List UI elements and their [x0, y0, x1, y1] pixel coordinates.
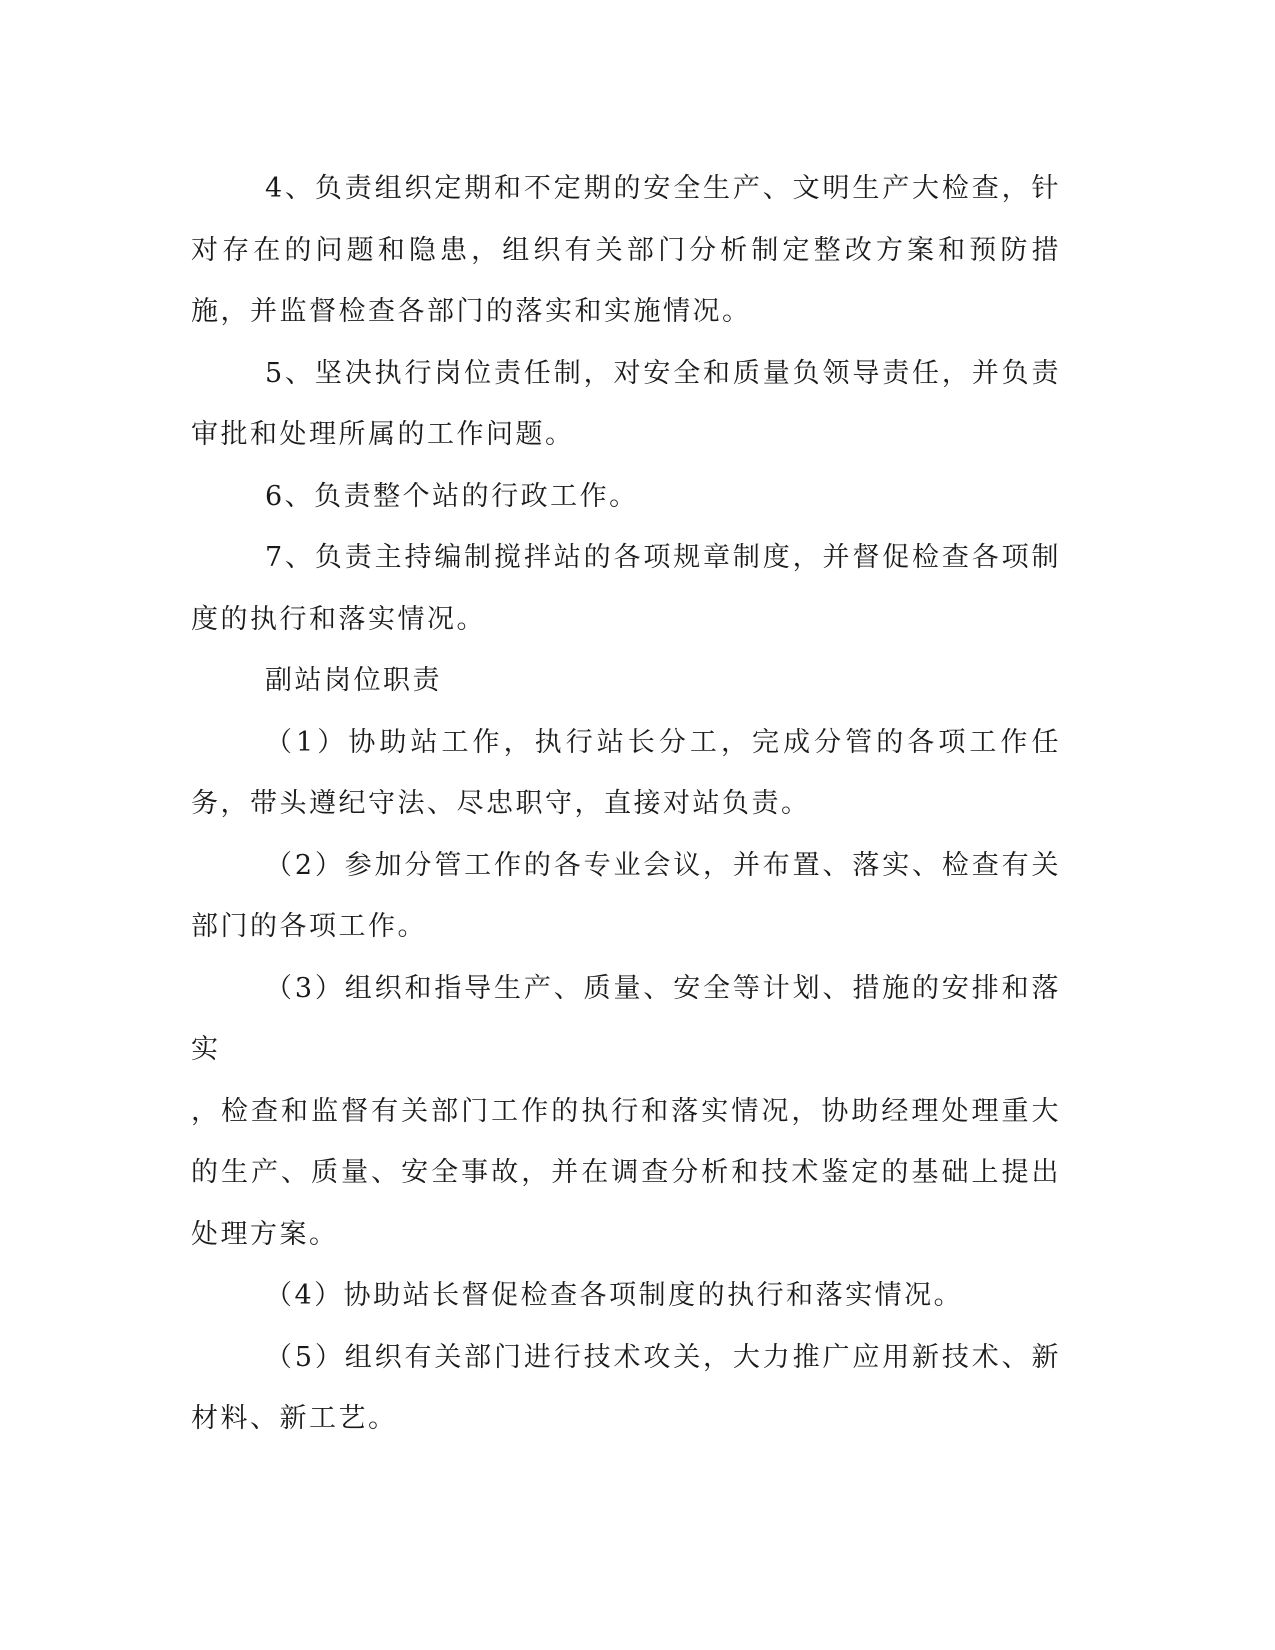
paragraph-duty-4: （4）协助站长督促检查各项制度的执行和落实情况。 [265, 1280, 964, 1311]
paragraph-item-7: 7、负责主持编制搅拌站的各项规章制度，并督促检查各项制度的执行和落实情况。 [191, 542, 1061, 635]
section-heading: 副站岗位职责 [265, 665, 442, 696]
paragraph-duty-2: （2）参加分管工作的各专业会议，并布置、落实、检查有关部门的各项工作。 [191, 849, 1061, 942]
paragraph-duty-5: （5）组织有关部门进行技术攻关，大力推广应用新技术、新材料、新工艺。 [191, 1341, 1061, 1434]
paragraph-item-5: 5、坚决执行岗位责任制，对安全和质量负领导责任，并负责审批和处理所属的工作问题。 [191, 357, 1061, 450]
paragraph-item-4: 4、负责组织定期和不定期的安全生产、文明生产大检查，针对存在的问题和隐患，组织有关部门分析制定整改方案和预防措施，并监督检查各部门的落实和实施情况。 [191, 173, 1061, 327]
paragraph-duty-3: （3）组织和指导生产、质量、安全等计划、措施的安排和落实 [191, 972, 1061, 1065]
paragraph-duty-3-continued: ，检查和监督有关部门工作的执行和落实情况，协助经理处理重大的生产、质量、安全事故，并在调查分析和技术鉴定的基础上提出处理方案。 [191, 1095, 1061, 1250]
paragraph-duty-1: （1）协助站工作，执行站长分工，完成分管的各项工作任务，带头遵纪守法、尽忠职守，直接对站负责。 [191, 726, 1061, 819]
document-body [191, 158, 1061, 1450]
paragraph-item-6: 6、负责整个站的行政工作。 [265, 480, 639, 512]
